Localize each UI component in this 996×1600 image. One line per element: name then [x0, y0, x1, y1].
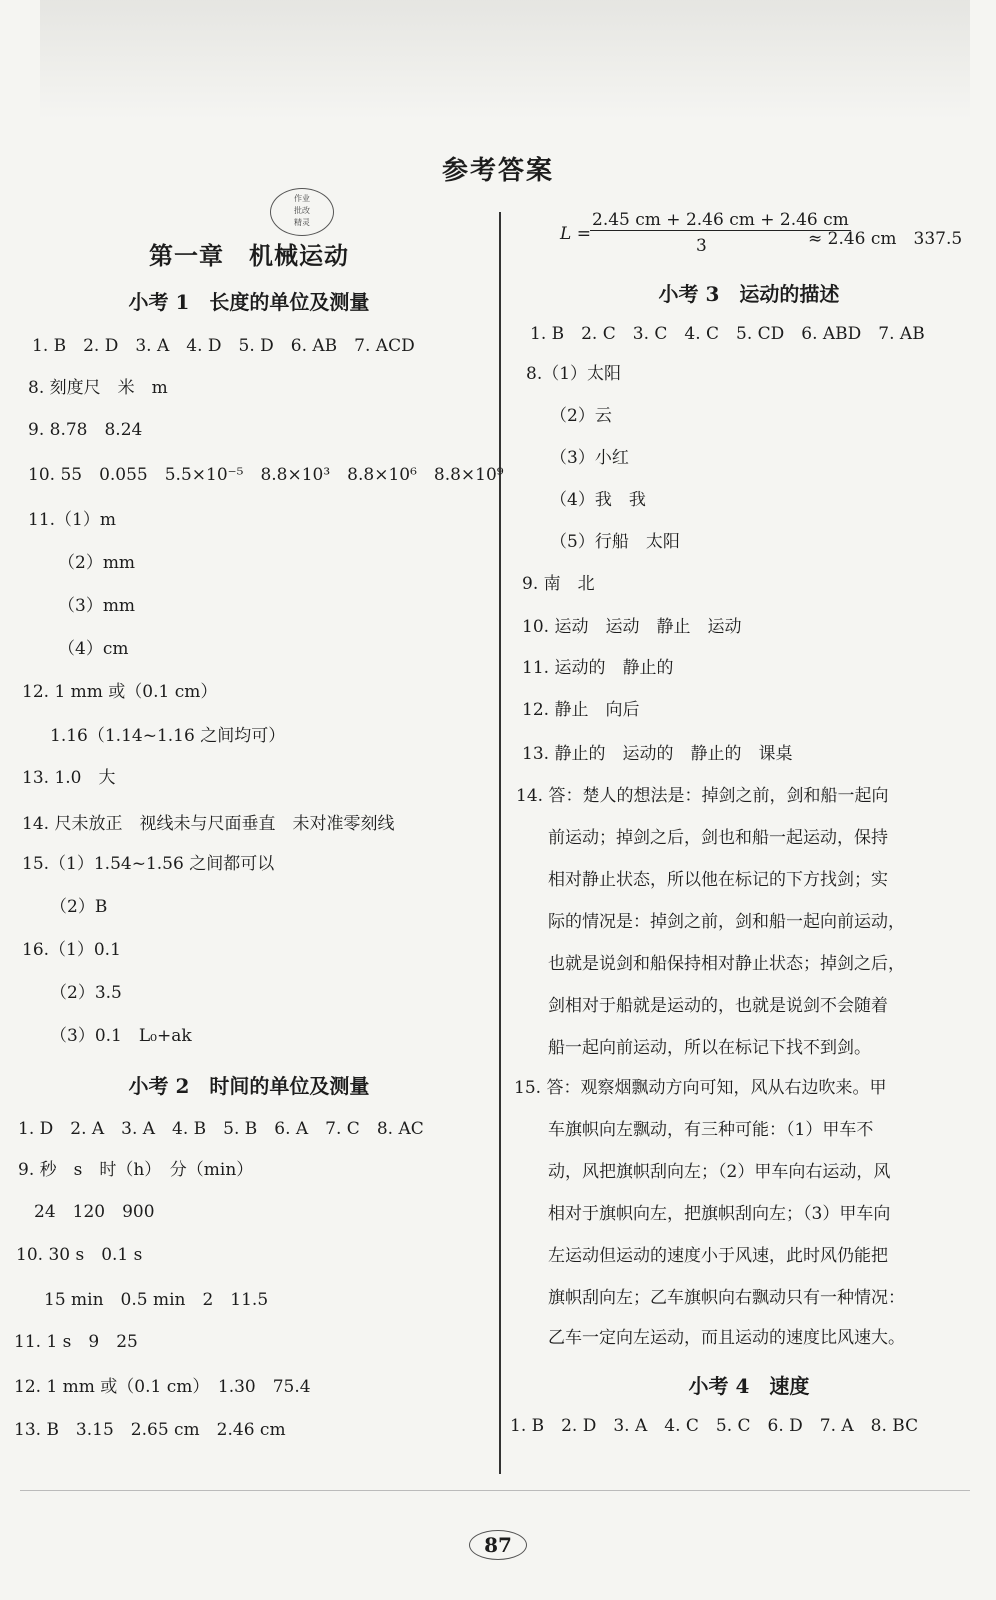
answer-line: （3）小红 — [550, 448, 629, 468]
answer-line: 11. 1 s 9 25 — [14, 1332, 138, 1352]
answer-line: （5）行船 太阳 — [550, 532, 680, 552]
page-title: 参考答案 — [441, 156, 554, 186]
answer-line: （3）0.1 L₀+ak — [50, 1026, 192, 1046]
answer-line: 剑相对于船就是运动的，也就是说剑不会随着 — [548, 996, 888, 1016]
answer-line: （4）cm — [58, 639, 129, 659]
answer-line: 12. 1 mm 或（0.1 cm） 1.30 75.4 — [14, 1377, 311, 1397]
answer-line: 11. 运动的 静止的 — [522, 658, 674, 678]
answer-line: 15. 答：观察烟飘动方向可知，风从右边吹来。甲 — [514, 1078, 887, 1098]
answer-line: 也就是说剑和船保持相对静止状态；掉剑之后， — [548, 954, 905, 974]
answer-line: 动，风把旗帜刮向左；（2）甲车向右运动，风 — [548, 1162, 891, 1182]
answer-line: 13. 静止的 运动的 静止的 课桌 — [522, 744, 793, 764]
section-title-quiz1: 小考 1 长度的单位及测量 — [128, 290, 370, 314]
answer-line: 13. 1.0 大 — [22, 768, 116, 788]
page-footer — [0, 1530, 996, 1560]
answer-line: （4）我 我 — [550, 490, 646, 510]
answer-line: 8. 刻度尺 米 m — [28, 378, 168, 398]
answer-line: 相对静止状态，所以他在标记的下方找剑；实 — [548, 870, 888, 890]
formula-numerator: 2.45 cm + 2.46 cm + 2.46 cm — [592, 210, 849, 230]
answer-line: 14. 尺未放正 视线未与尺面垂直 未对准零刻线 — [22, 814, 395, 834]
answer-line: 1. B 2. D 3. A 4. D 5. D 6. AB 7. ACD — [32, 336, 415, 356]
column-divider — [499, 212, 501, 1474]
scan-smudge — [40, 0, 970, 120]
formula-result: ≈ 2.46 cm 337.5 — [808, 229, 963, 249]
page-number: 87 — [469, 1530, 527, 1560]
answer-line: 船一起向前运动，所以在标记下找不到剑。 — [548, 1038, 871, 1058]
section-title-quiz3: 小考 3 运动的描述 — [658, 282, 840, 306]
footer-rule — [20, 1490, 970, 1491]
formula-denominator: 3 — [696, 236, 707, 256]
answer-line: （2）B — [50, 897, 108, 917]
answer-line: 16.（1）0.1 — [22, 940, 121, 960]
answer-line: 8.（1）太阳 — [526, 364, 622, 384]
answer-line: 前运动；掉剑之后，剑也和船一起运动，保持 — [548, 828, 888, 848]
answer-line: 相对于旗帜向左，把旗帜刮向左；（3）甲车向 — [548, 1204, 891, 1224]
answer-line: 10. 运动 运动 静止 运动 — [522, 617, 742, 637]
answer-line: 14. 答：楚人的想法是：掉剑之前，剑和船一起向 — [516, 786, 889, 806]
answer-line: （2）3.5 — [50, 983, 122, 1003]
answer-line: 10. 30 s 0.1 s — [16, 1245, 143, 1265]
answer-line: 旗帜刮向左；乙车旗帜向右飘动只有一种情况： — [548, 1288, 905, 1308]
answer-line: （2）mm — [58, 553, 136, 573]
answer-line: 9. 8.78 8.24 — [28, 420, 143, 440]
answer-line: 车旗帜向左飘动，有三种可能：（1）甲车不 — [548, 1120, 874, 1140]
answer-line: 际的情况是：掉剑之前，剑和船一起向前运动， — [548, 912, 905, 932]
answer-line: 11.（1）m — [28, 510, 116, 530]
answer-line: （2）云 — [550, 406, 612, 426]
section-title-quiz4: 小考 4 速度 — [688, 1374, 810, 1398]
formula-lhs: L = — [560, 224, 591, 244]
answer-line: 1. B 2. C 3. C 4. C 5. CD 6. ABD 7. AB — [530, 324, 925, 344]
answer-line: （3）mm — [58, 596, 136, 616]
answer-line: 15.（1）1.54~1.56 之间都可以 — [22, 854, 275, 874]
section-title-quiz2: 小考 2 时间的单位及测量 — [128, 1074, 370, 1098]
answer-line: 24 120 900 — [34, 1202, 155, 1222]
answer-line: 乙车一定向左运动，而且运动的速度比风速大。 — [548, 1328, 905, 1348]
answer-line: 1. B 2. D 3. A 4. C 5. C 6. D 7. A 8. BC — [510, 1416, 919, 1436]
answer-line: 9. 南 北 — [522, 574, 595, 594]
answer-line: 12. 静止 向后 — [522, 700, 640, 720]
chapter-title: 第一章 机械运动 — [149, 241, 349, 270]
answer-line: 13. B 3.15 2.65 cm 2.46 cm — [14, 1420, 286, 1440]
stamp-logo: 作业 批改 精灵 — [270, 188, 334, 236]
answer-line: 1. D 2. A 3. A 4. B 5. B 6. A 7. C 8. AC — [18, 1119, 424, 1139]
answer-line: 1.16（1.14~1.16 之间均可） — [50, 726, 286, 746]
answer-line: 15 min 0.5 min 2 11.5 — [44, 1290, 269, 1310]
answer-line: 9. 秒 s 时（h） 分（min） — [18, 1160, 254, 1180]
answer-line: 10. 55 0.055 5.5×10⁻⁵ 8.8×10³ 8.8×10⁶ 8.8×10⁹ — [28, 465, 504, 485]
answer-line: 12. 1 mm 或（0.1 cm） — [22, 682, 218, 702]
answer-line: 左运动但运动的速度小于风速，此时风仍能把 — [548, 1246, 888, 1266]
